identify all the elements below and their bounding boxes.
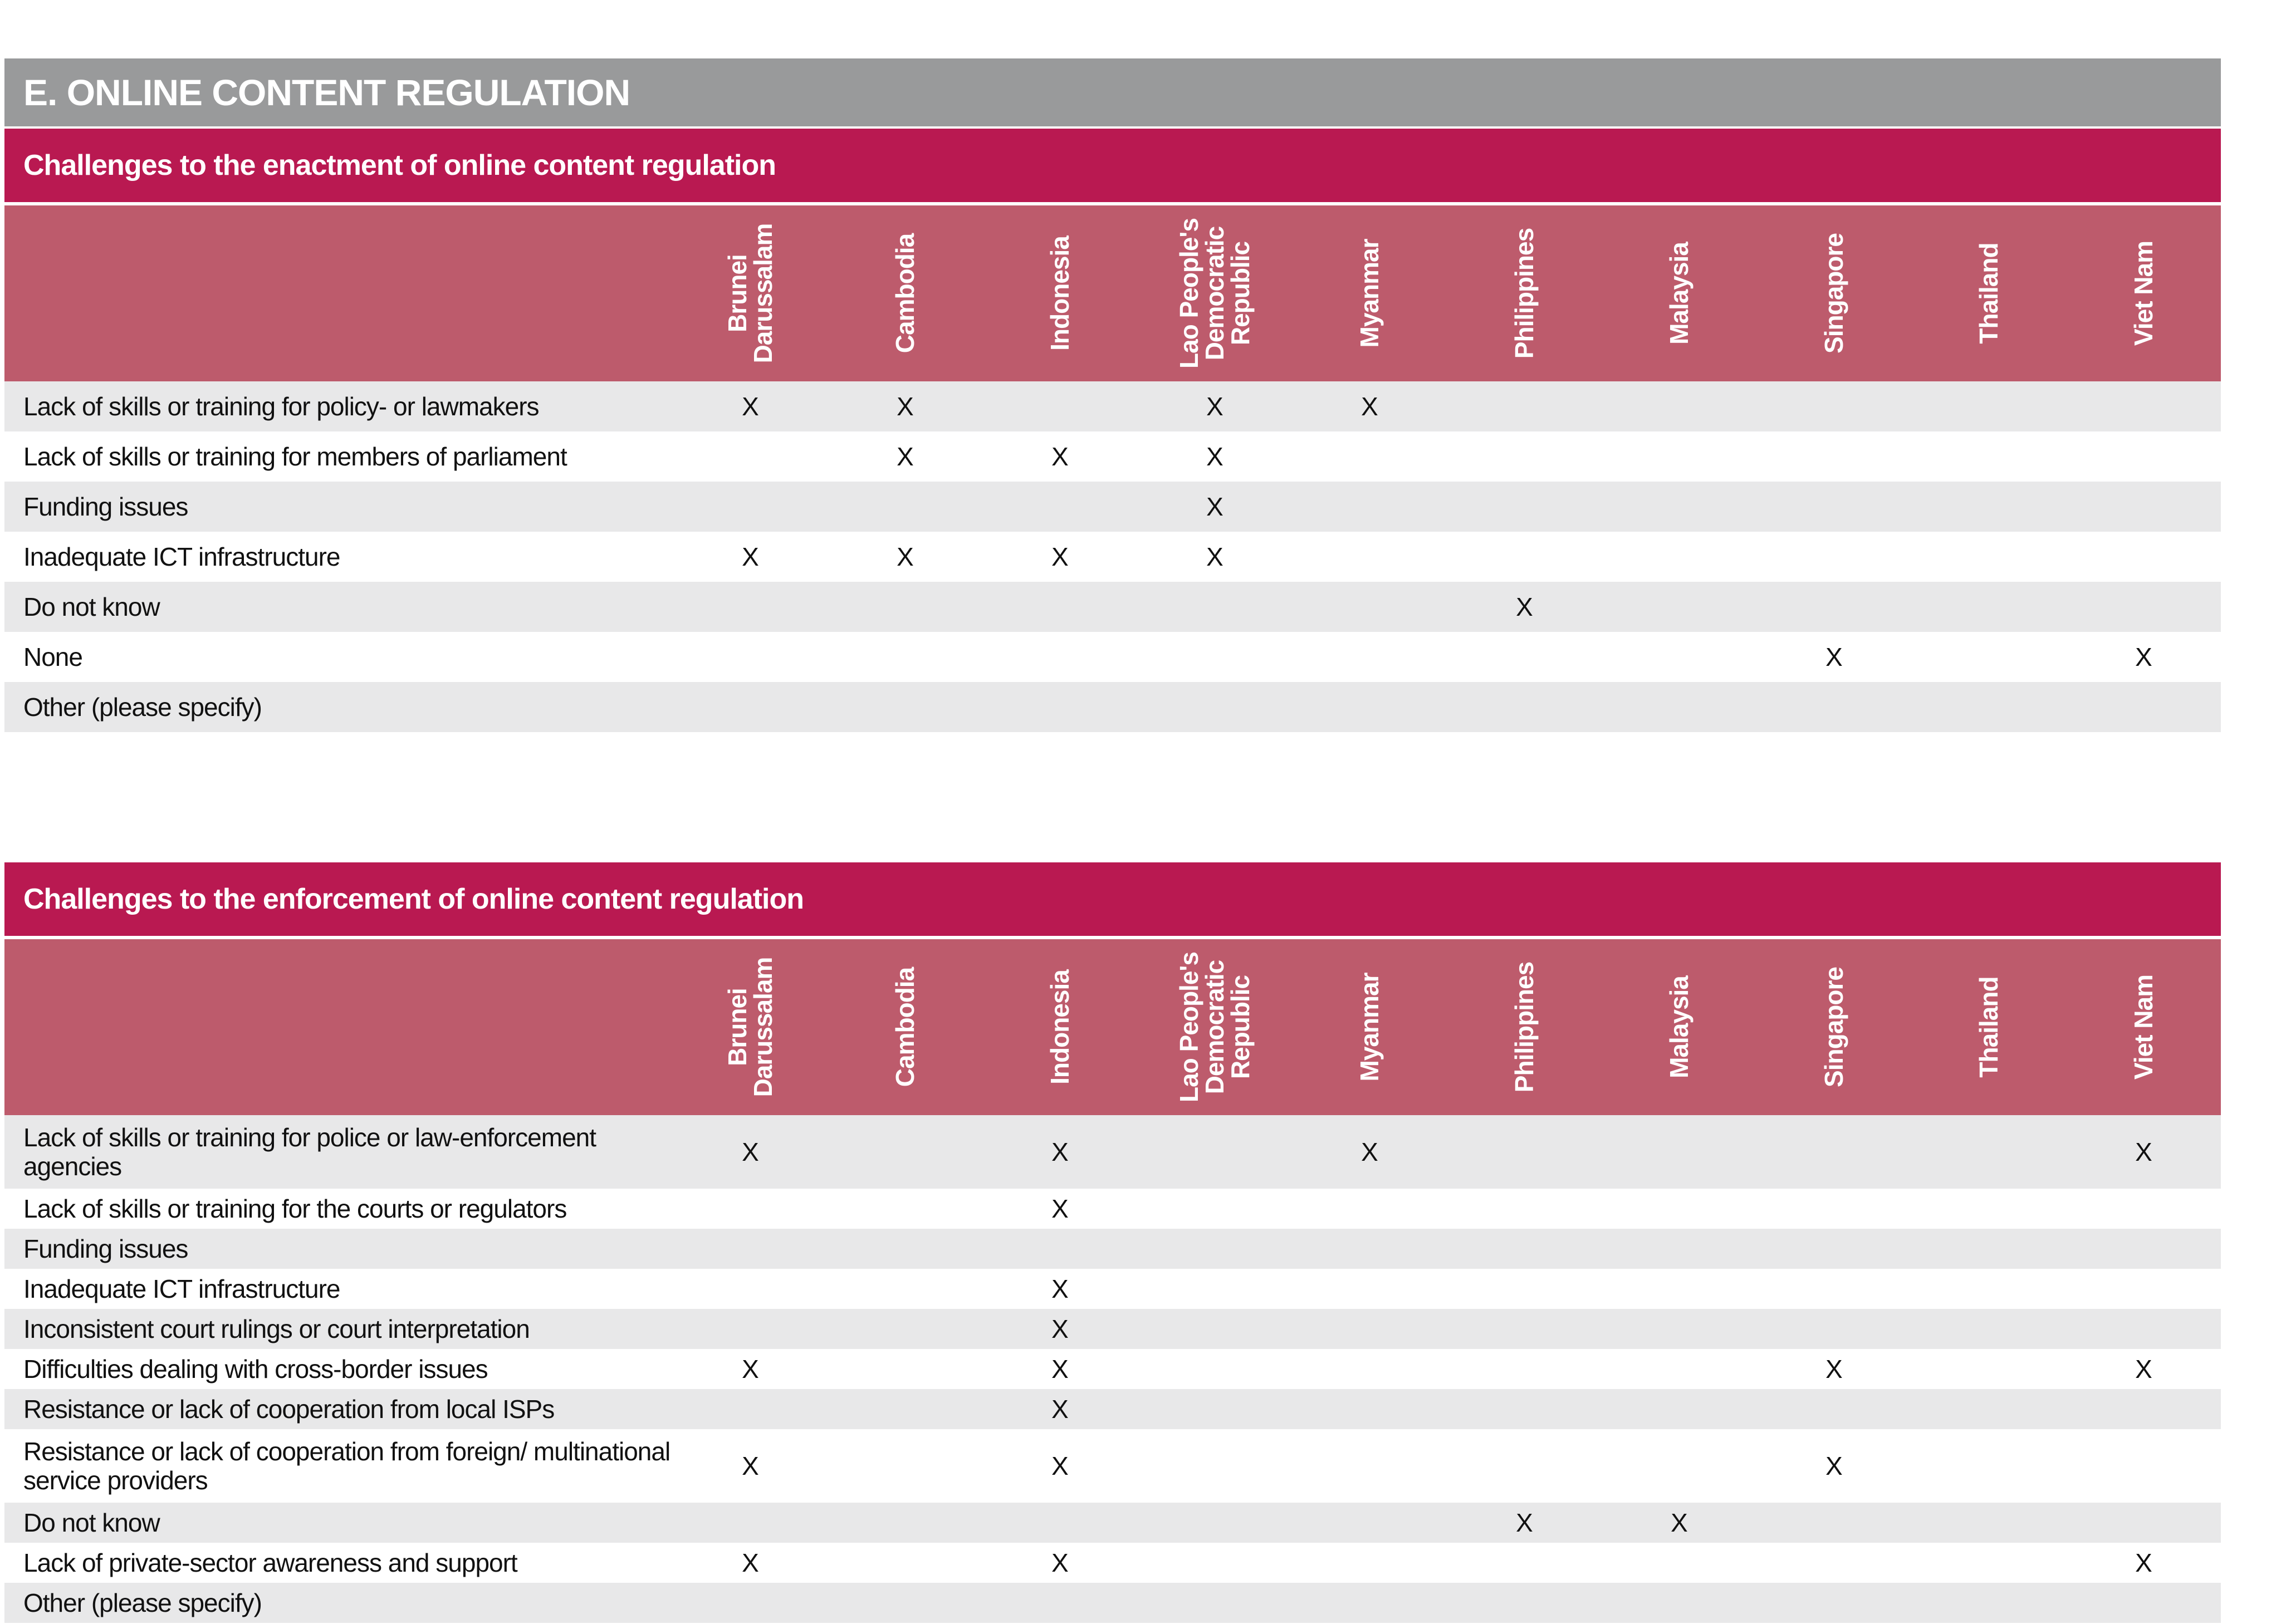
country-header-label xyxy=(725,958,776,1097)
check-mark-cell xyxy=(673,582,828,632)
check-mark-cell xyxy=(828,482,982,532)
check-mark-cell xyxy=(2066,1389,2221,1429)
check-mark-cell xyxy=(1137,1229,1292,1269)
row-label: Lack of skills or training for policy- or lawmakers xyxy=(4,381,673,431)
check-mark-cell xyxy=(1137,1189,1292,1229)
country-header xyxy=(828,204,982,381)
table-row xyxy=(4,1543,2221,1583)
check-mark-cell xyxy=(1602,632,1756,682)
country-name-line: Lao People's xyxy=(1174,218,1203,369)
country-name-line: Lao People's xyxy=(1174,952,1203,1102)
check-mark-cell xyxy=(1911,1229,2066,1269)
check-mark-cell xyxy=(1447,1269,1602,1309)
country-header-label xyxy=(1976,977,2001,1077)
country-header-label xyxy=(725,224,776,364)
country-header-label xyxy=(2131,975,2156,1080)
row-label: Inadequate ICT infrastructure xyxy=(4,1269,673,1309)
check-mark-cell xyxy=(1602,1229,1756,1269)
check-mark-cell xyxy=(982,381,1137,431)
check-mark-cell xyxy=(1447,682,1602,732)
table-row xyxy=(4,1503,2221,1543)
country-name-line: Philippines xyxy=(1510,228,1539,359)
country-name-line: Darussalam xyxy=(748,223,777,364)
check-mark-cell xyxy=(1292,1309,1447,1349)
check-mark-cell xyxy=(2066,532,2221,582)
country-name-line: Cambodia xyxy=(890,967,919,1087)
country-header-label xyxy=(1976,243,2001,344)
country-name-line: Darussalam xyxy=(748,957,777,1097)
check-mark-cell xyxy=(1756,1389,1911,1429)
check-mark-cell xyxy=(828,1349,982,1389)
check-mark-cell xyxy=(1602,1115,1756,1189)
check-mark-cell xyxy=(982,1229,1137,1269)
check-mark-cell xyxy=(1447,1389,1602,1429)
check-mark-cell: X xyxy=(982,532,1137,582)
row-label: Resistance or lack of cooperation from local ISPs xyxy=(4,1389,673,1429)
check-mark-cell: X xyxy=(1756,1429,1911,1503)
check-mark-cell xyxy=(2066,1583,2221,1623)
table-row xyxy=(4,582,2221,632)
check-mark-cell xyxy=(1137,1583,1292,1623)
check-mark-cell: X xyxy=(2066,632,2221,682)
check-mark-cell xyxy=(1137,582,1292,632)
check-mark-cell: X xyxy=(1447,582,1602,632)
check-mark-cell xyxy=(982,1503,1137,1543)
country-header-label xyxy=(892,968,918,1087)
check-mark-cell xyxy=(2066,582,2221,632)
check-mark-cell: X xyxy=(673,532,828,582)
check-mark-cell: X xyxy=(982,1349,1137,1389)
check-mark-cell xyxy=(673,632,828,682)
row-label: Other (please specify) xyxy=(4,1583,673,1623)
check-mark-cell: X xyxy=(982,1189,1137,1229)
check-mark-cell xyxy=(1911,582,2066,632)
check-mark-cell xyxy=(1137,1269,1292,1309)
check-mark-cell xyxy=(1137,1309,1292,1349)
row-label: Do not know xyxy=(4,582,673,632)
check-mark-cell xyxy=(828,1189,982,1229)
check-mark-cell: X xyxy=(982,1389,1137,1429)
check-mark-cell xyxy=(982,582,1137,632)
check-mark-cell: X xyxy=(828,532,982,582)
check-mark-cell xyxy=(1756,1115,1911,1189)
table-row xyxy=(4,1309,2221,1349)
check-mark-cell xyxy=(982,682,1137,732)
country-header-label xyxy=(1176,218,1253,369)
country-header xyxy=(1756,204,1911,381)
row-label: Difficulties dealing with cross-border issues xyxy=(4,1349,673,1389)
check-mark-cell xyxy=(1447,482,1602,532)
row-label: Do not know xyxy=(4,1503,673,1543)
check-mark-cell xyxy=(1911,1309,2066,1349)
table-enforcement xyxy=(4,936,2221,1623)
check-mark-cell xyxy=(2066,1309,2221,1349)
check-mark-cell xyxy=(1756,1229,1911,1269)
check-mark-cell xyxy=(1447,1115,1602,1189)
country-name-line: Myanmar xyxy=(1355,973,1384,1082)
country-header xyxy=(982,204,1137,381)
check-mark-cell xyxy=(1602,482,1756,532)
check-mark-cell xyxy=(1756,482,1911,532)
country-header xyxy=(828,938,982,1115)
table-row xyxy=(4,1269,2221,1309)
check-mark-cell xyxy=(1602,532,1756,582)
check-mark-cell xyxy=(982,632,1137,682)
check-mark-cell xyxy=(1602,1189,1756,1229)
country-name-line: Republic xyxy=(1226,241,1255,346)
country-header xyxy=(1911,204,2066,381)
check-mark-cell xyxy=(828,1229,982,1269)
check-mark-cell: X xyxy=(828,381,982,431)
check-mark-cell xyxy=(1911,1543,2066,1583)
check-mark-cell xyxy=(1756,381,1911,431)
country-header-label xyxy=(1047,970,1073,1085)
check-mark-cell xyxy=(1911,482,2066,532)
check-mark-cell: X xyxy=(1756,632,1911,682)
check-mark-cell xyxy=(1292,632,1447,682)
check-mark-cell xyxy=(1602,1349,1756,1389)
check-mark-cell xyxy=(1756,1189,1911,1229)
country-header xyxy=(2066,938,2221,1115)
document-sheet xyxy=(4,58,2221,1623)
check-mark-cell xyxy=(1447,1309,1602,1349)
check-mark-cell xyxy=(1911,1349,2066,1389)
check-mark-cell xyxy=(1911,431,2066,482)
check-mark-cell xyxy=(1602,381,1756,431)
check-mark-cell: X xyxy=(2066,1543,2221,1583)
check-mark-cell: X xyxy=(1137,482,1292,532)
country-name-line: Republic xyxy=(1226,975,1255,1080)
table-row xyxy=(4,1115,2221,1189)
row-label: Lack of skills or training for police or law-enforcement agencies xyxy=(4,1115,673,1189)
check-mark-cell xyxy=(1911,532,2066,582)
country-header-label xyxy=(1821,233,1847,354)
check-mark-cell xyxy=(2066,1189,2221,1229)
table-row xyxy=(4,1349,2221,1389)
check-mark-cell xyxy=(1447,532,1602,582)
check-mark-cell xyxy=(1756,1503,1911,1543)
check-mark-cell xyxy=(1756,431,1911,482)
table-row xyxy=(4,431,2221,482)
check-mark-cell xyxy=(673,1583,828,1623)
check-mark-cell xyxy=(828,1309,982,1349)
check-mark-cell xyxy=(1447,1189,1602,1229)
check-mark-cell xyxy=(1602,1309,1756,1349)
country-header xyxy=(1602,204,1756,381)
check-mark-cell xyxy=(1292,1189,1447,1229)
check-mark-cell xyxy=(1602,682,1756,732)
row-label: Other (please specify) xyxy=(4,682,673,732)
check-mark-cell: X xyxy=(982,1115,1137,1189)
check-mark-cell xyxy=(1756,532,1911,582)
table-row xyxy=(4,381,2221,431)
check-mark-cell xyxy=(828,1583,982,1623)
check-mark-cell xyxy=(982,1583,1137,1623)
check-mark-cell xyxy=(1137,1503,1292,1543)
check-mark-cell xyxy=(1292,1389,1447,1429)
table-row xyxy=(4,532,2221,582)
check-mark-cell xyxy=(828,1269,982,1309)
table-title-enactment: Challenges to the enactment of online content regulation xyxy=(4,129,2221,202)
check-mark-cell: X xyxy=(673,1115,828,1189)
check-mark-cell xyxy=(1756,682,1911,732)
check-mark-cell xyxy=(1602,1389,1756,1429)
check-mark-cell xyxy=(2066,482,2221,532)
row-label: Inconsistent court rulings or court interpretation xyxy=(4,1309,673,1349)
check-mark-cell xyxy=(2066,1503,2221,1543)
country-name-line: Brunei xyxy=(723,988,752,1066)
country-header xyxy=(673,204,828,381)
check-mark-cell xyxy=(2066,1229,2221,1269)
check-mark-cell xyxy=(1447,1543,1602,1583)
row-label: Lack of skills or training for the courts or regulators xyxy=(4,1189,673,1229)
check-mark-cell xyxy=(673,431,828,482)
check-mark-cell xyxy=(673,682,828,732)
table-row xyxy=(4,1189,2221,1229)
row-label: Resistance or lack of cooperation from foreign/ multinational service providers xyxy=(4,1429,673,1503)
check-mark-cell xyxy=(1602,1269,1756,1309)
check-mark-cell xyxy=(1756,1583,1911,1623)
check-mark-cell xyxy=(1756,1543,1911,1583)
check-mark-cell: X xyxy=(2066,1115,2221,1189)
check-mark-cell xyxy=(1911,1269,2066,1309)
country-name-line: Myanmar xyxy=(1355,239,1384,348)
row-label: Funding issues xyxy=(4,482,673,532)
check-mark-cell xyxy=(1292,582,1447,632)
check-mark-cell xyxy=(828,1543,982,1583)
check-mark-cell: X xyxy=(673,1349,828,1389)
country-header-label xyxy=(1821,967,1847,1087)
check-mark-cell xyxy=(1911,1389,2066,1429)
country-name-line: Democratic xyxy=(1200,960,1229,1095)
check-mark-cell: X xyxy=(673,381,828,431)
check-mark-cell xyxy=(1137,1349,1292,1389)
check-mark-cell xyxy=(673,1229,828,1269)
table-row xyxy=(4,1229,2221,1269)
check-mark-cell xyxy=(1602,582,1756,632)
section-title: E. ONLINE CONTENT REGULATION xyxy=(4,58,2221,126)
check-mark-cell xyxy=(1292,1583,1447,1623)
country-header xyxy=(1292,938,1447,1115)
check-mark-cell xyxy=(1292,682,1447,732)
check-mark-cell xyxy=(673,1503,828,1543)
check-mark-cell: X xyxy=(1292,1115,1447,1189)
table-row xyxy=(4,1583,2221,1623)
country-header xyxy=(1447,204,1602,381)
country-name-line: Brunei xyxy=(723,254,752,332)
check-mark-cell xyxy=(1602,431,1756,482)
country-name-line: Cambodia xyxy=(890,233,919,354)
check-mark-cell xyxy=(1292,1429,1447,1503)
check-mark-cell xyxy=(1292,1229,1447,1269)
check-mark-cell xyxy=(1292,532,1447,582)
country-name-line: Viet Nam xyxy=(2129,241,2158,346)
header-blank-cell xyxy=(4,204,673,381)
check-mark-cell: X xyxy=(1137,431,1292,482)
country-name-line: Singapore xyxy=(1819,967,1848,1087)
check-mark-cell xyxy=(982,482,1137,532)
row-label: Funding issues xyxy=(4,1229,673,1269)
check-mark-cell xyxy=(1911,1429,2066,1503)
check-mark-cell xyxy=(1602,1429,1756,1503)
check-mark-cell: X xyxy=(2066,1349,2221,1389)
check-mark-cell xyxy=(1292,1349,1447,1389)
check-mark-cell xyxy=(2066,1429,2221,1503)
check-mark-cell xyxy=(1137,632,1292,682)
check-mark-cell: X xyxy=(982,1429,1137,1503)
country-header-label xyxy=(1047,236,1073,351)
country-header xyxy=(2066,204,2221,381)
check-mark-cell xyxy=(828,682,982,732)
table-row xyxy=(4,682,2221,732)
country-name-line: Indonesia xyxy=(1045,970,1074,1085)
table-row xyxy=(4,632,2221,682)
country-header-label xyxy=(1666,242,1692,345)
check-mark-cell xyxy=(1911,682,2066,732)
check-mark-cell: X xyxy=(1756,1349,1911,1389)
row-label: Inadequate ICT infrastructure xyxy=(4,532,673,582)
country-name-line: Democratic xyxy=(1200,226,1229,361)
row-label: Lack of skills or training for members of parliament xyxy=(4,431,673,482)
table-row xyxy=(4,1389,2221,1429)
check-mark-cell xyxy=(2066,682,2221,732)
country-header-label xyxy=(1357,239,1382,348)
check-mark-cell: X xyxy=(673,1429,828,1503)
check-mark-cell xyxy=(828,1389,982,1429)
check-mark-cell xyxy=(1137,1429,1292,1503)
check-mark-cell xyxy=(673,1189,828,1229)
check-mark-cell xyxy=(2066,431,2221,482)
check-mark-cell xyxy=(673,1309,828,1349)
check-mark-cell xyxy=(1911,1583,2066,1623)
check-mark-cell xyxy=(828,1115,982,1189)
check-mark-cell xyxy=(2066,1269,2221,1309)
country-header xyxy=(673,938,828,1115)
check-mark-cell: X xyxy=(982,431,1137,482)
country-name-line: Malaysia xyxy=(1665,976,1693,1078)
country-name-line: Malaysia xyxy=(1665,242,1693,345)
check-mark-cell: X xyxy=(1137,381,1292,431)
country-name-line: Singapore xyxy=(1819,233,1848,354)
check-mark-cell xyxy=(2066,381,2221,431)
check-mark-cell xyxy=(828,582,982,632)
check-mark-cell: X xyxy=(1447,1503,1602,1543)
check-mark-cell xyxy=(1447,1429,1602,1503)
country-header-label xyxy=(1176,952,1253,1102)
check-mark-cell xyxy=(1137,1543,1292,1583)
table-row xyxy=(4,482,2221,532)
header-row xyxy=(4,938,2221,1115)
country-name-line: Viet Nam xyxy=(2129,974,2158,1080)
check-mark-cell xyxy=(1911,381,2066,431)
check-mark-cell: X xyxy=(982,1269,1137,1309)
check-mark-cell xyxy=(673,1269,828,1309)
country-header xyxy=(1911,938,2066,1115)
country-header xyxy=(1447,938,1602,1115)
check-mark-cell xyxy=(1602,1543,1756,1583)
table-row xyxy=(4,1429,2221,1503)
check-mark-cell xyxy=(1447,1349,1602,1389)
country-header-label xyxy=(1511,962,1537,1092)
country-header xyxy=(1756,938,1911,1115)
check-mark-cell: X xyxy=(1137,532,1292,582)
country-header-label xyxy=(892,234,918,353)
check-mark-cell xyxy=(1137,1389,1292,1429)
check-mark-cell xyxy=(673,1389,828,1429)
check-mark-cell xyxy=(673,482,828,532)
header-blank-cell xyxy=(4,938,673,1115)
country-header xyxy=(1292,204,1447,381)
check-mark-cell xyxy=(1756,1309,1911,1349)
country-header-label xyxy=(1511,228,1537,359)
country-name-line: Thailand xyxy=(1974,977,2003,1078)
check-mark-cell xyxy=(1756,1269,1911,1309)
check-mark-cell xyxy=(828,1503,982,1543)
check-mark-cell: X xyxy=(982,1543,1137,1583)
check-mark-cell xyxy=(828,632,982,682)
country-header-label xyxy=(1357,973,1382,1082)
check-mark-cell xyxy=(1292,1503,1447,1543)
check-mark-cell xyxy=(1447,1583,1602,1623)
check-mark-cell xyxy=(1137,1115,1292,1189)
check-mark-cell xyxy=(1447,1229,1602,1269)
country-header xyxy=(1137,204,1292,381)
check-mark-cell xyxy=(1292,1543,1447,1583)
check-mark-cell xyxy=(1137,682,1292,732)
check-mark-cell: X xyxy=(982,1309,1137,1349)
check-mark-cell xyxy=(1911,1115,2066,1189)
country-header-label xyxy=(1666,976,1692,1078)
country-name-line: Thailand xyxy=(1974,243,2003,344)
check-mark-cell xyxy=(1911,1189,2066,1229)
check-mark-cell xyxy=(1292,482,1447,532)
check-mark-cell xyxy=(1911,632,2066,682)
check-mark-cell: X xyxy=(828,431,982,482)
country-header xyxy=(1137,938,1292,1115)
spacer xyxy=(4,732,2221,860)
check-mark-cell xyxy=(1447,632,1602,682)
check-mark-cell xyxy=(1602,1583,1756,1623)
row-label: Lack of private-sector awareness and support xyxy=(4,1543,673,1583)
check-mark-cell xyxy=(1756,582,1911,632)
country-name-line: Philippines xyxy=(1510,961,1539,1093)
country-name-line: Indonesia xyxy=(1045,236,1074,351)
check-mark-cell xyxy=(1292,1269,1447,1309)
country-header-label xyxy=(2131,241,2156,346)
check-mark-cell xyxy=(1911,1503,2066,1543)
row-label: None xyxy=(4,632,673,682)
check-mark-cell: X xyxy=(673,1543,828,1583)
check-mark-cell: X xyxy=(1602,1503,1756,1543)
country-header xyxy=(982,938,1137,1115)
country-header xyxy=(1602,938,1756,1115)
check-mark-cell: X xyxy=(1292,381,1447,431)
check-mark-cell xyxy=(1447,381,1602,431)
check-mark-cell xyxy=(828,1429,982,1503)
table-title-enforcement: Challenges to the enforcement of online content regulation xyxy=(4,862,2221,936)
table-enactment xyxy=(4,202,2221,732)
check-mark-cell xyxy=(1447,431,1602,482)
header-row xyxy=(4,204,2221,381)
check-mark-cell xyxy=(1292,431,1447,482)
